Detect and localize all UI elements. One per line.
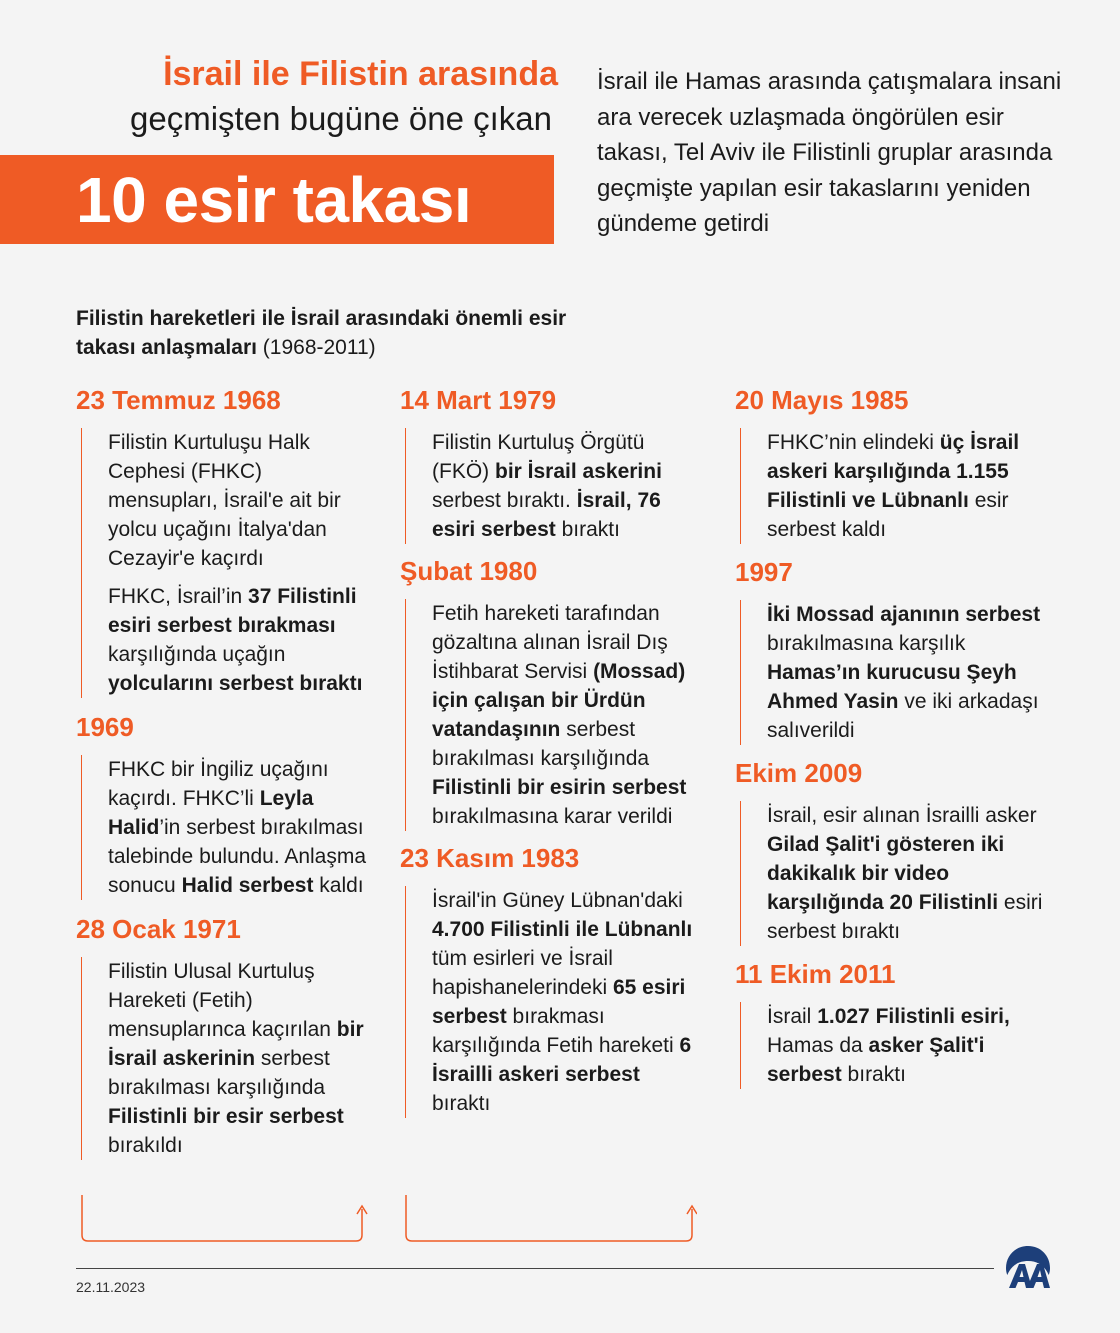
timeline-text-segment: serbest bırakılması karşılığında [432, 718, 650, 770]
timeline-text-segment: bırakılmasına karşılık [767, 632, 966, 655]
timeline-text-segment: FHKC’nin elindeki [767, 431, 940, 454]
timeline-item [76, 914, 376, 1160]
timeline-date: Şubat 1980 [400, 556, 538, 586]
timeline-text-bold: 1.027 Filistinli esiri, [817, 1005, 1010, 1028]
timeline-text-bold: asker Şalit'i serbest [767, 1034, 985, 1086]
timeline-connector-1-icon [78, 1195, 368, 1247]
timeline-item [76, 712, 376, 900]
subtitle-bold: Filistin hareketleri ile İsrail arasındaki önemli esir takası anlaşmaları [76, 307, 567, 359]
timeline-entry [81, 755, 376, 900]
footer-date: 22.11.2023 [76, 1279, 146, 1295]
timeline-text-segment: esiri serbest bıraktı [767, 891, 1043, 943]
timeline-text-bold: Halid serbest [181, 874, 314, 897]
timeline-text-segment: Filistin Ulusal Kurtuluş Hareketi (Fetih) mensuplarınca kaçırılan [108, 960, 337, 1041]
timeline-text [108, 957, 376, 1160]
timeline-date: 14 Mart 1979 [400, 385, 557, 415]
timeline-date: 11 Ekim 2011 [735, 959, 896, 989]
timeline-connector-2-icon [402, 1195, 697, 1247]
timeline-text-bold: Gilad Şalit'i gösteren iki dakikalık bir video karşılığında 20 Filistinli [767, 833, 1005, 914]
timeline-text-bold: bir İsrail askerini [495, 460, 662, 483]
timeline-text-bold: 65 esiri serbest [432, 976, 686, 1028]
timeline-date: 23 Kasım 1983 [400, 843, 580, 873]
timeline-text-bold: üç İsrail askeri karşılığında 1.155 Filistinli ve Lübnanlı [767, 431, 1020, 512]
timeline-text-segment: bıraktı [841, 1063, 906, 1086]
timeline-entry [740, 428, 1055, 544]
timeline-entry [405, 428, 700, 544]
timeline-date: Ekim 2009 [735, 758, 863, 788]
timeline-text [767, 801, 1055, 946]
footer-divider [76, 1268, 994, 1269]
intro-text: İsrail ile Hamas arasında çatışmalara insani ara verecek uzlaşmada öngörülen esir takası, Tel Aviv ile Filistinli gruplar arasında geçmişte yapılan esir takaslarını yeniden gündeme getirdi [597, 68, 1062, 237]
timeline-text-bold: İsrail, 76 esiri serbest [432, 489, 661, 541]
timeline-text-bold: yolcularını serbest bıraktı [108, 672, 363, 695]
title-line-1: İsrail ile Filistin arasında [163, 55, 558, 93]
timeline-date: 20 Mayıs 1985 [735, 385, 909, 415]
timeline-text-segment: bırakılmasına karar verildi [432, 805, 673, 828]
timeline-column-2 [400, 385, 700, 1118]
timeline-text-segment: Filistin Kurtuluş Örgütü (FKÖ) [432, 431, 645, 483]
timeline-subtitle [76, 304, 596, 362]
timeline-text-bold: 6 İsrailli askeri serbest [432, 1034, 692, 1086]
timeline-entry [740, 1002, 1055, 1089]
timeline-text-segment: karşılığında uçağın [108, 643, 286, 666]
timeline-text-segment: Hamas da [767, 1034, 869, 1057]
timeline-text [108, 582, 376, 698]
timeline-entry [405, 599, 700, 831]
timeline-text-segment: FHKC bir İngiliz uçağını kaçırdı. FHKC’li [108, 758, 329, 810]
timeline-text-segment: İsrail'in Güney Lübnan'daki [432, 889, 683, 912]
timeline-text [108, 755, 376, 900]
timeline-text-bold: 4.700 Filistinli ile Lübnanlı [432, 918, 693, 941]
timeline-item [400, 385, 700, 544]
timeline-text [432, 599, 700, 831]
timeline-text-segment: bıraktı [432, 1092, 491, 1115]
timeline-column-3 [735, 385, 1055, 1089]
timeline-text-bold: Filistinli bir esirin serbest [432, 776, 687, 799]
timeline-text-segment: Filistin Kurtuluşu Halk Cephesi (FHKC) mensupları, İsrail'e ait bir yolcu uçağını İtalya'dan Cezayir'e kaçırdı [108, 431, 341, 570]
timeline-text-bold: bir İsrail askerinin [108, 1018, 364, 1070]
timeline-text-segment: Fetih hareketi tarafından gözaltına alınan İsrail Dış İstihbarat Servisi [432, 602, 668, 683]
timeline-text-segment: ve iki arkadaşı salıverildi [767, 690, 1039, 742]
timeline-text [432, 428, 700, 544]
timeline-item [735, 385, 1055, 544]
timeline-text-segment: FHKC, İsrail’in [108, 585, 249, 608]
timeline-item [735, 758, 1055, 946]
timeline-text-segment: İsrail [767, 1005, 818, 1028]
timeline-text-bold: (Mossad) için çalışan bir Ürdün vatandaşının [432, 660, 686, 741]
timeline-text [108, 428, 376, 573]
timeline-date: 1997 [735, 557, 793, 587]
title-line-2: geçmişten bugüne öne çıkan [130, 100, 552, 137]
timeline-item [735, 959, 1055, 1089]
timeline-text-bold: Leyla Halid [108, 787, 314, 839]
subtitle-range: (1968-2011) [256, 336, 376, 359]
timeline-entry [81, 428, 376, 698]
timeline-text-bold: 37 Filistinli esiri serbest bırakması [108, 585, 357, 637]
timeline-text-segment: İsrail, esir alınan İsrailli asker [767, 804, 1037, 827]
timeline-entry [81, 957, 376, 1160]
timeline-entry [405, 886, 700, 1118]
timeline-entry [740, 600, 1055, 745]
timeline-item [400, 556, 700, 831]
timeline-text [767, 428, 1055, 544]
title-banner-text: 10 esir takası [76, 164, 472, 236]
timeline-text-segment: bırakıldı [108, 1134, 183, 1157]
timeline-text-segment: serbest bırakılması karşılığında [108, 1047, 330, 1099]
timeline-text-segment: ’in serbest bırakılması talebinde bulundu. Anlaşma sonucu [108, 816, 367, 897]
timeline-text-bold: Hamas’ın kurucusu Şeyh Ahmed Yasin [767, 661, 1017, 713]
timeline-text-segment: bıraktı [555, 518, 620, 541]
timeline-entry [740, 801, 1055, 946]
timeline-item [400, 843, 700, 1118]
timeline-column-1 [76, 385, 376, 1160]
timeline-text [767, 1002, 1055, 1089]
timeline-text [767, 600, 1055, 745]
timeline-text-segment: kaldı [313, 874, 364, 897]
timeline-item [735, 557, 1055, 745]
timeline-text-segment: tüm esirleri ve İsrail hapishanelerindeki [432, 947, 613, 999]
timeline-text-segment: esir serbest kaldı [767, 489, 1009, 541]
timeline-date: 23 Temmuz 1968 [76, 385, 281, 415]
aa-logo-icon [1003, 1244, 1053, 1290]
timeline-text-segment: bırakması karşılığında Fetih hareketi [432, 1005, 680, 1057]
timeline-date: 1969 [76, 712, 134, 742]
timeline-text-bold: İki Mossad ajanının serbest [767, 603, 1041, 626]
timeline-text [432, 886, 700, 1118]
timeline-item [76, 385, 376, 698]
timeline-text-segment: serbest bıraktı. [432, 489, 577, 512]
timeline-date: 28 Ocak 1971 [76, 914, 241, 944]
timeline-text-bold: Filistinli bir esir serbest [108, 1105, 344, 1128]
